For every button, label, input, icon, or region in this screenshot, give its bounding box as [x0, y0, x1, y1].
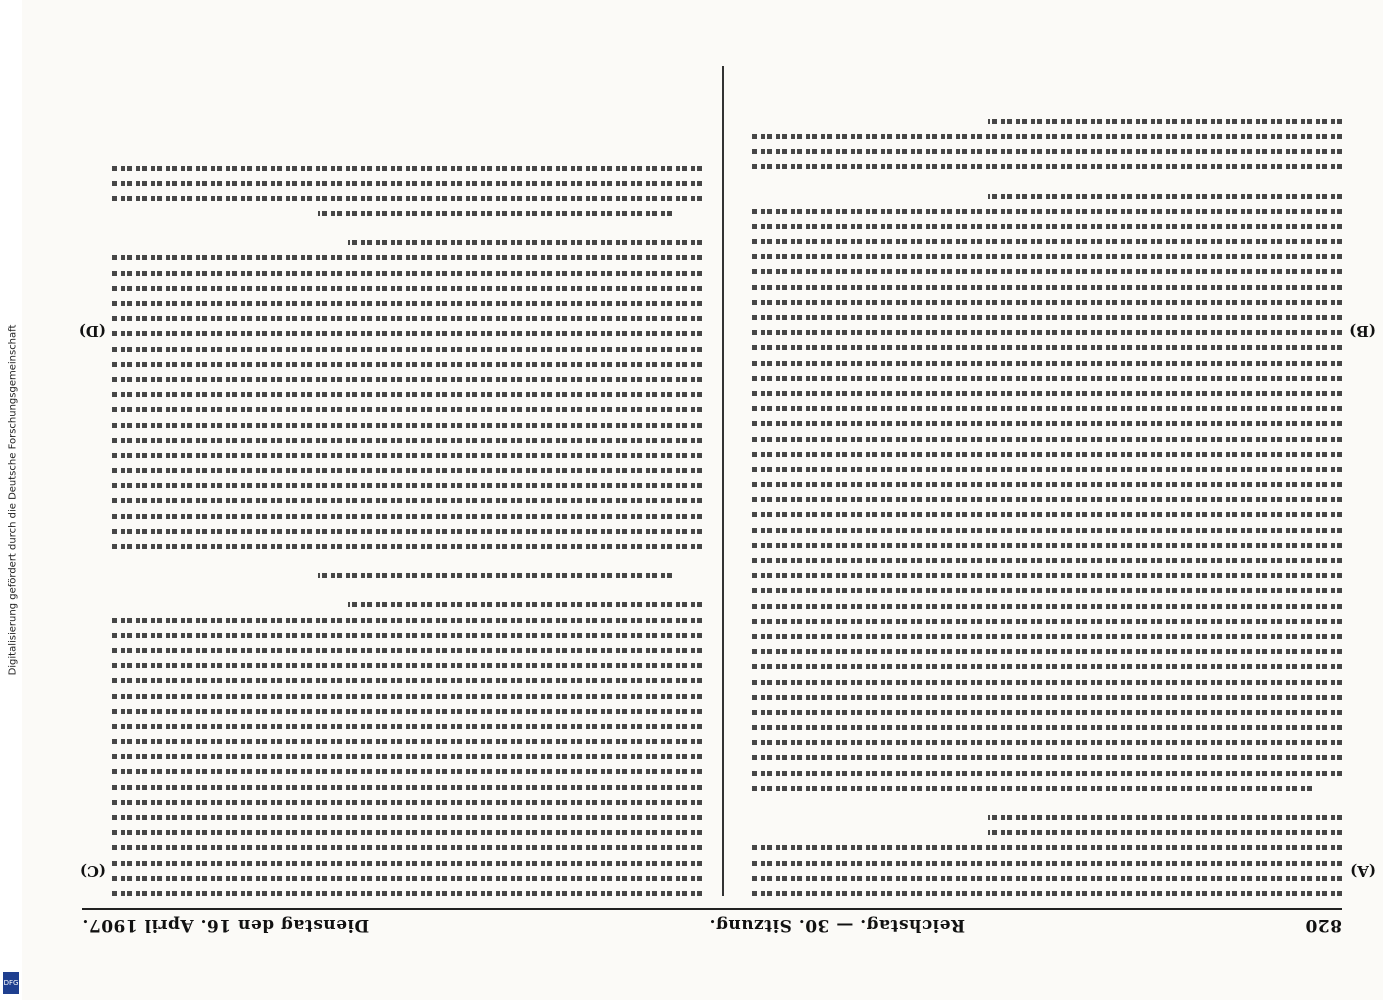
- session-title: Reichstag. — 30. Sitzung.: [709, 915, 966, 935]
- margin-letter-d: (D): [78, 322, 106, 340]
- dfg-logo: DFG: [3, 972, 19, 994]
- scanned-page: [22, 0, 1383, 1000]
- rotated-scan: [78, 60, 1376, 940]
- session-date: Dienstag den 16. April 1907.: [82, 915, 370, 935]
- margin-letter-c: (C): [79, 862, 106, 880]
- digitization-credit: Digitalisierung gefördert durch die Deutsche Forschungsgemeinschaft: [7, 324, 19, 676]
- text-column-right: [112, 66, 702, 896]
- running-head: [82, 908, 1342, 940]
- margin-letter-b: (B): [1349, 322, 1376, 340]
- page-number: 820: [1305, 915, 1342, 935]
- margin-letter-a: (A): [1350, 862, 1376, 880]
- digitization-side-note: [0, 0, 22, 1000]
- column-rule: [722, 66, 724, 896]
- text-column-left: [752, 66, 1342, 896]
